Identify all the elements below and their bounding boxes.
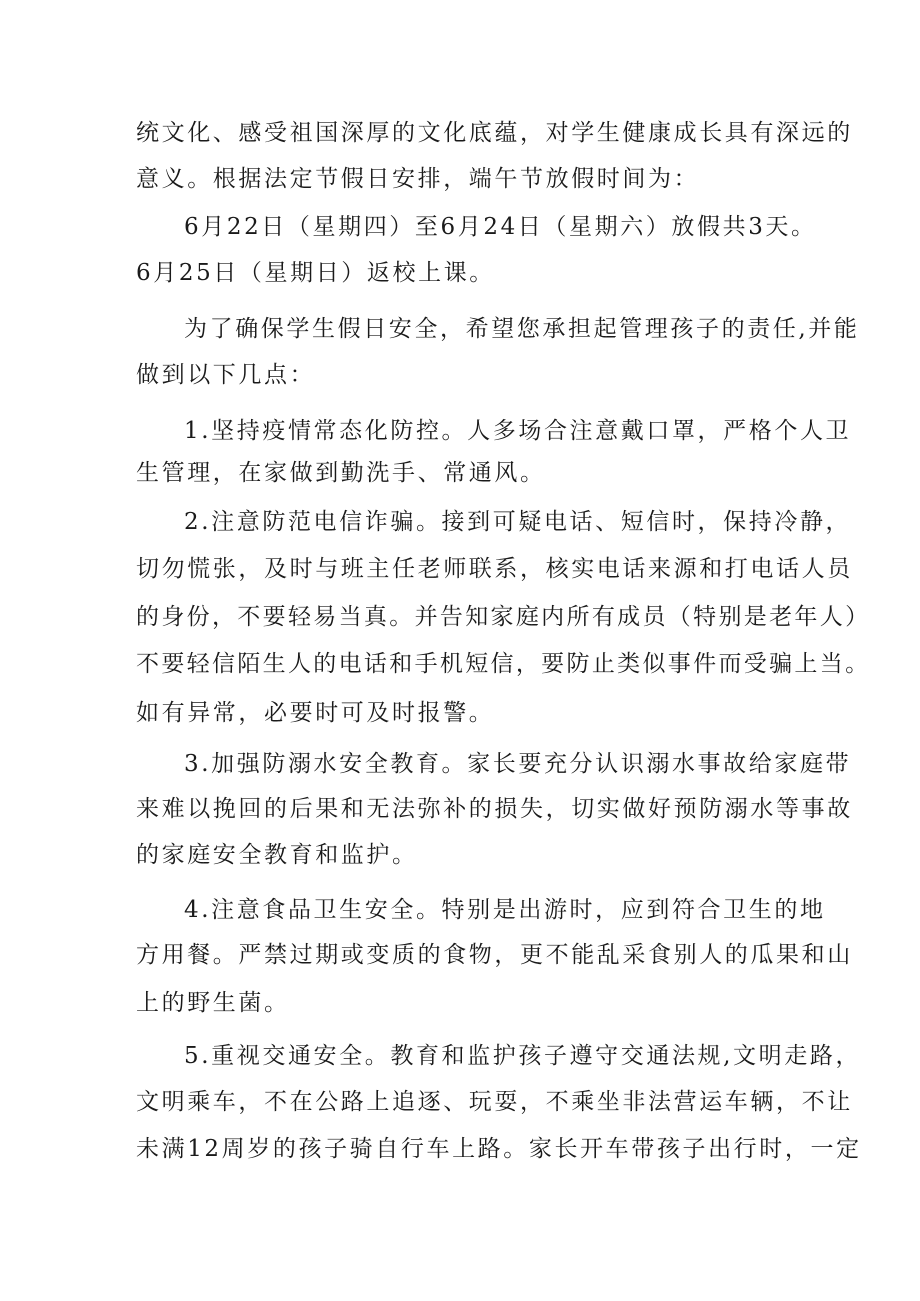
text-line: 4.注意食品卫生安全。特别是出游时，应到符合卫生的地 — [184, 897, 826, 923]
text-line: 统文化、感受祖国深厚的文化底蕴，对学生健康成长具有深远的 — [136, 120, 853, 146]
text-line: 6月25日（星期日）返校上课。 — [136, 260, 495, 286]
text-line: 意义。根据法定节假日安排，端午节放假时间为： — [136, 166, 700, 192]
text-line: 如有异常，必要时可及时报警。 — [136, 700, 495, 726]
text-line: 为了确保学生假日安全，希望您承担起管理孩子的责任,并能 — [184, 316, 860, 342]
text-line: 来难以挽回的后果和无法弥补的损失，切实做好预防溺水等事故 — [136, 796, 853, 822]
text-line: 文明乘车，不在公路上追逐、玩耍，不乘坐非法营运车辆，不让 — [136, 1089, 853, 1115]
text-line: 1.坚持疫情常态化防控。人多场合注意戴口罩，严格个人卫 — [184, 418, 852, 444]
text-line: 5.重视交通安全。教育和监护孩子遵守交通法规,文明走路， — [184, 1043, 862, 1069]
text-line: 切勿慌张，及时与班主任老师联系，核实电话来源和打电话人员 — [136, 556, 853, 582]
text-line: 的身份，不要轻易当真。并告知家庭内所有成员（特别是老年人） — [136, 604, 871, 630]
text-line: 方用餐。严禁过期或变质的食物，更不能乱采食别人的瓜果和山 — [136, 942, 853, 968]
text-line: 未满12周岁的孩子骑自行车上路。家长开车带孩子出行时，一定 — [136, 1136, 862, 1162]
text-line: 生管理，在家做到勤洗手、常通风。 — [136, 460, 546, 486]
text-line: 做到以下几点： — [136, 362, 316, 388]
text-line: 不要轻信陌生人的电话和手机短信，要防止类似事件而受骗上当。 — [136, 651, 871, 677]
text-line: 上的野生菌。 — [136, 990, 290, 1016]
text-line: 的家庭安全教育和监护。 — [136, 842, 418, 868]
text-line: 2.注意防范电信诈骗。接到可疑电话、短信时，保持冷静， — [184, 509, 852, 535]
text-line: 3.加强防溺水安全教育。家长要充分认识溺水事故给家庭带 — [184, 751, 852, 777]
text-line: 6月22日（星期四）至6月24日（星期六）放假共3天。 — [184, 214, 817, 240]
